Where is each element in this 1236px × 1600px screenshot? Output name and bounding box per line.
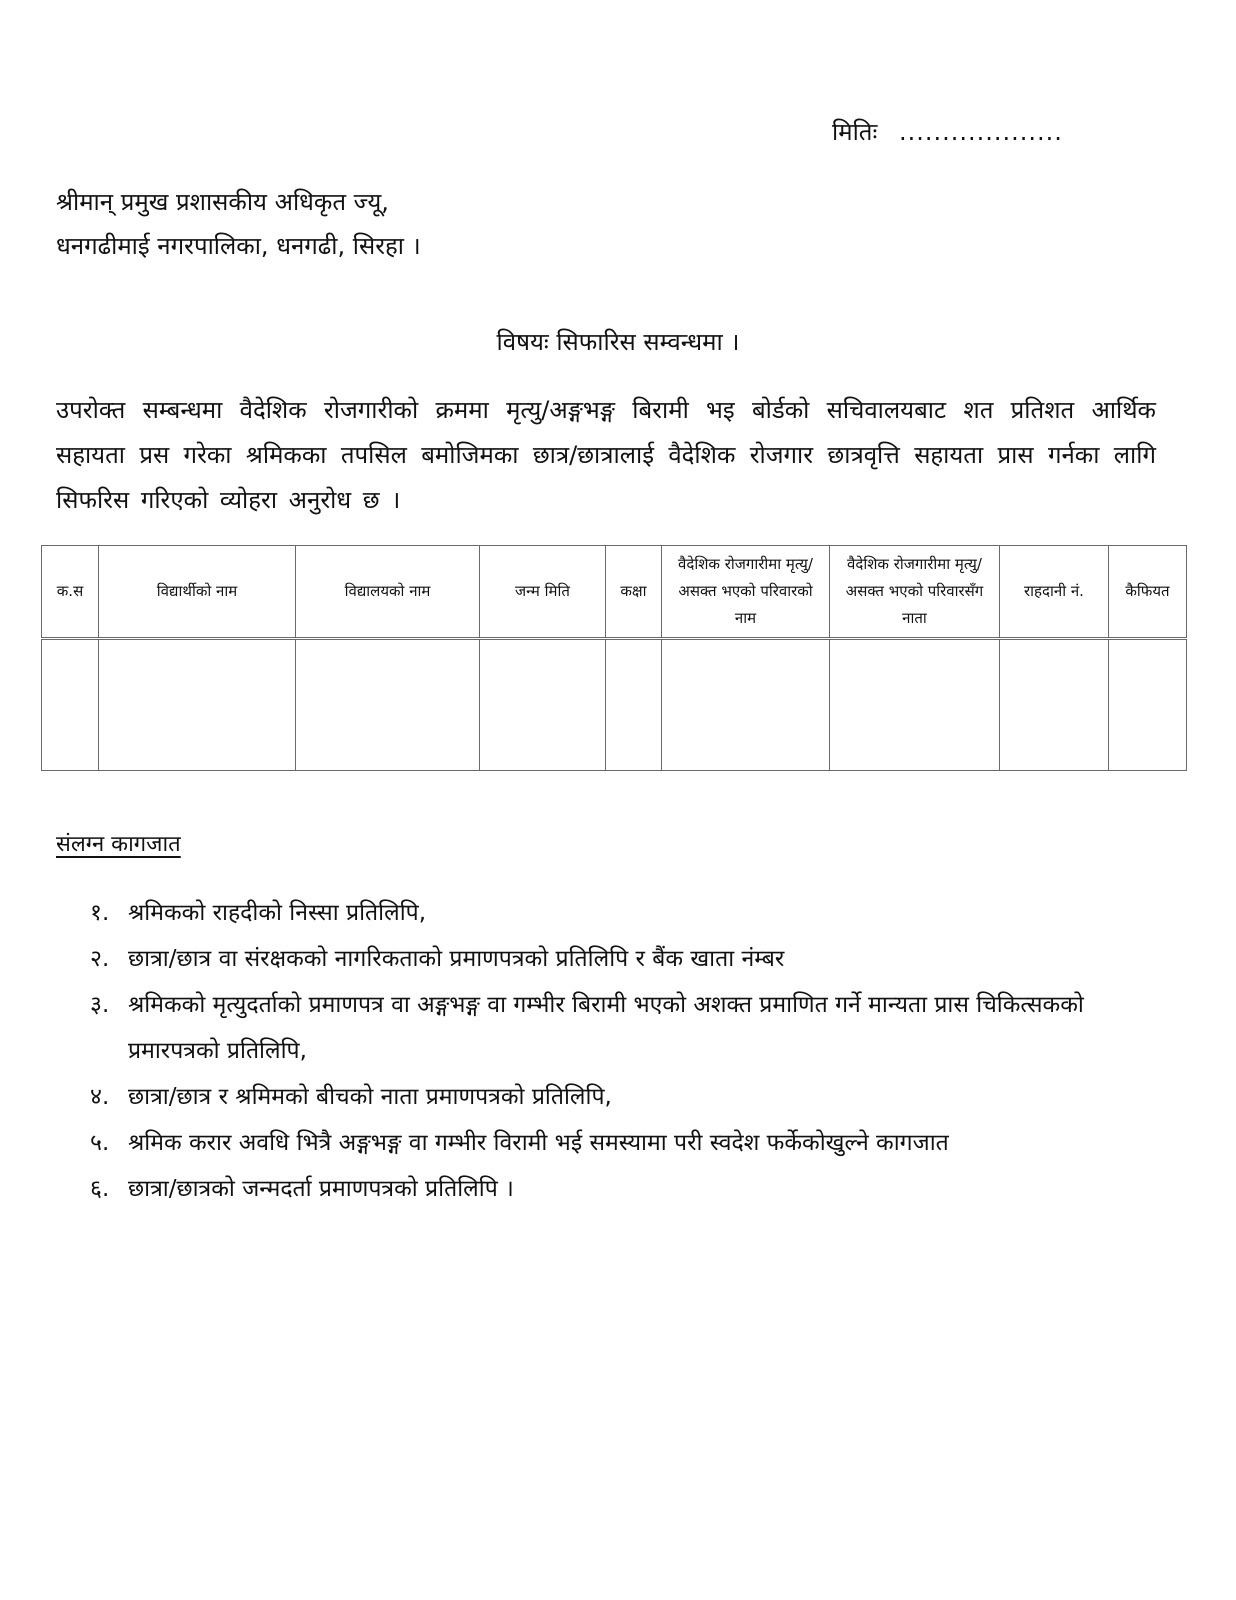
addressee-office: धनगढीमाई नगरपालिका, धनगढी, सिरहा । xyxy=(56,232,421,260)
addressee-block xyxy=(56,180,421,268)
col-family-name: वैदेशिक रोजगारीमा मृत्यु/असक्त भएको परिवारको नाम xyxy=(662,546,830,639)
item-number: २. xyxy=(90,946,110,972)
cell-class xyxy=(606,639,662,771)
item-number: ३. xyxy=(90,992,110,1018)
list-item xyxy=(90,1166,1140,1212)
col-passport-no: राहदानी नं. xyxy=(1000,546,1109,639)
col-class: कक्षा xyxy=(606,546,662,639)
item-text: छात्रा/छात्र र श्रमिमको बीचको नाता प्रमाणपत्रको प्रतिलिपि, xyxy=(128,1084,612,1110)
item-text: छात्रा/छात्रको जन्मदर्ता प्रमाणपत्रको प्रतिलिपि । xyxy=(128,1176,514,1202)
date-label: मितिः xyxy=(832,118,878,146)
item-text: छात्रा/छात्र वा संरक्षकको नागरिकताको प्रमाणपत्रको प्रतिलिपि र बैंक खाता नंम्बर xyxy=(128,946,785,972)
addressee-title: श्रीमान् प्रमुख प्रशासकीय अधिकृत ज्यू, xyxy=(56,188,389,216)
item-text: श्रमिकको मृत्युदर्ताको प्रमाणपत्र वा अङ्गभङ्ग वा गम्भीर बिरामी भएको अशक्त प्रमाणित गर्ने मान्यता प्रास चिकित्सकको प्रमारपत्रको प्रतिलिपि, xyxy=(128,992,1084,1064)
cell-birth-date xyxy=(480,639,606,771)
item-number: ५. xyxy=(90,1130,110,1156)
col-student-name: विद्यार्थीको नाम xyxy=(99,546,296,639)
list-item xyxy=(90,936,1140,982)
col-serial: क.स xyxy=(42,546,99,639)
cell-school-name xyxy=(296,639,480,771)
table-row xyxy=(42,639,1187,771)
cell-family-relation xyxy=(830,639,1000,771)
item-number: ६. xyxy=(90,1176,110,1202)
subject-line xyxy=(0,325,1236,358)
body-paragraph: उपरोक्त सम्बन्धमा वैदेशिक रोजगारीको क्रममा मृत्यु/अङ्गभङ्ग बिरामी भइ बोर्डको सचिवालयबाट शत प्रतिशत आर्थिक सहायता प्रस गरेका श्रमिकका तपसिल बमोजिमका छात्र/छात्रालाई वैदेशिक रोजगार छात्रवृत्ति सहायता प्रास गर्नका लागि सिफरिस गरिएको व्योहरा अनुरोध छ । xyxy=(56,396,1156,514)
col-birth-date: जन्म मिति xyxy=(480,546,606,639)
subject-text: विषयः सिफारिस सम्वन्धमा । xyxy=(496,328,740,356)
col-family-relation: वैदेशिक रोजगारीमा मृत्यु/असक्त भएको परिवारसँग नाता xyxy=(830,546,1000,639)
cell-family-name xyxy=(662,639,830,771)
cell-remarks xyxy=(1109,639,1187,771)
table-header-row xyxy=(42,546,1187,639)
item-number: ४. xyxy=(90,1084,110,1110)
list-item xyxy=(90,1120,1140,1166)
col-school-name: विद्यालयको नाम xyxy=(296,546,480,639)
date-line xyxy=(832,115,1063,148)
item-number: १. xyxy=(90,900,110,926)
item-text: श्रमिक करार अवधि भित्रै अङ्गभङ्ग वा गम्भीर विरामी भई समस्यामा परी स्वदेश फर्केकोखुल्ने कागजात xyxy=(128,1130,949,1156)
student-table xyxy=(41,545,1187,771)
cell-serial xyxy=(42,639,99,771)
cell-passport-no xyxy=(1000,639,1109,771)
list-item xyxy=(90,1074,1140,1120)
list-item xyxy=(90,982,1140,1074)
attachments-heading: संलग्न कागजात xyxy=(56,832,181,857)
date-blank: ................... xyxy=(898,118,1063,146)
attachments-list xyxy=(90,890,1140,1212)
item-text: श्रमिकको राहदीको निस्सा प्रतिलिपि, xyxy=(128,900,427,926)
col-remarks: कैफियत xyxy=(1109,546,1187,639)
cell-student-name xyxy=(99,639,296,771)
list-item xyxy=(90,890,1140,936)
